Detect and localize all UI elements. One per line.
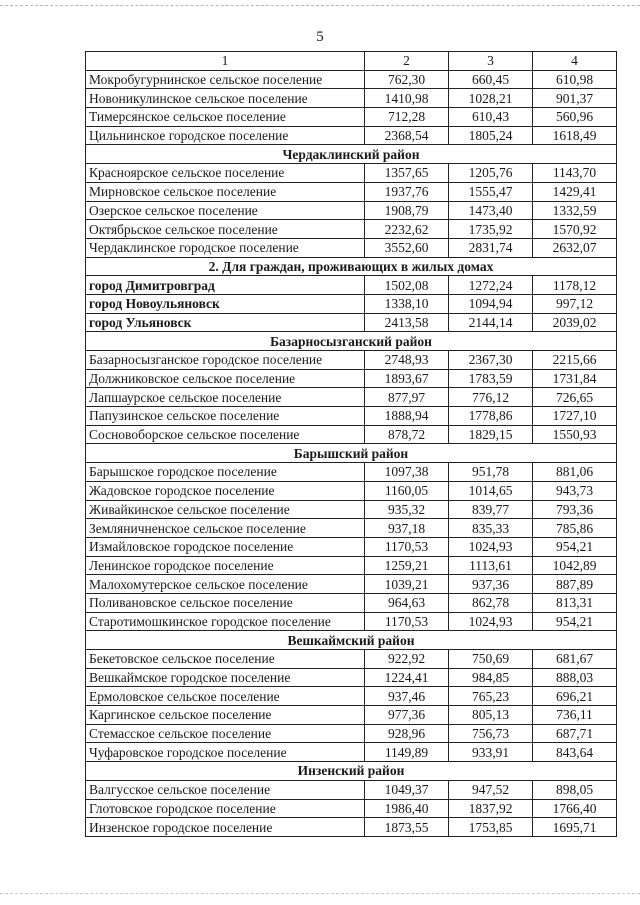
value-col-2: 928,96: [365, 724, 449, 743]
value-col-3: 1024,93: [449, 612, 533, 631]
value-col-2: 2413,58: [365, 313, 449, 332]
table-row: [86, 537, 617, 556]
value-col-3: 2367,30: [449, 351, 533, 370]
value-col-3: 1555,47: [449, 182, 533, 201]
value-col-2: 964,63: [365, 593, 449, 612]
table-row: [86, 687, 617, 706]
value-col-2: 762,30: [365, 70, 449, 89]
table-row: [86, 500, 617, 519]
settlement-name: Чердаклинское городское поселение: [86, 238, 365, 257]
settlement-name: Старотимошкинское городское поселение: [86, 612, 365, 631]
settlement-name: Земляничненское сельское поселение: [86, 519, 365, 538]
value-col-4: 687,71: [533, 724, 617, 743]
settlement-name: Каргинское сельское поселение: [86, 706, 365, 725]
value-col-3: 951,78: [449, 463, 533, 482]
value-col-2: 1097,38: [365, 463, 449, 482]
table-row: [86, 70, 617, 89]
table-row: [86, 481, 617, 500]
settlement-name: Валгусское сельское поселение: [86, 780, 365, 799]
table-row: [86, 593, 617, 612]
value-col-3: 1024,93: [449, 537, 533, 556]
settlement-name: Барышское городское поселение: [86, 463, 365, 482]
value-col-4: 681,67: [533, 650, 617, 669]
value-col-3: 1014,65: [449, 481, 533, 500]
value-col-3: 750,69: [449, 650, 533, 669]
value-col-3: 937,36: [449, 575, 533, 594]
value-col-4: 1695,71: [533, 818, 617, 837]
settlement-name: Измайловское городское поселение: [86, 537, 365, 556]
section-heading-row: [86, 444, 617, 463]
settlement-name: Сосновоборское сельское поселение: [86, 425, 365, 444]
value-col-4: 1766,40: [533, 799, 617, 818]
value-col-2: 1160,05: [365, 481, 449, 500]
value-col-2: 935,32: [365, 500, 449, 519]
value-col-4: 785,86: [533, 519, 617, 538]
scan-border-top: [0, 5, 640, 6]
value-col-3: 984,85: [449, 668, 533, 687]
value-col-3: 1094,94: [449, 294, 533, 313]
table-row: [86, 126, 617, 145]
value-col-2: 1224,41: [365, 668, 449, 687]
settlement-name: Глотовское городское поселение: [86, 799, 365, 818]
settlement-name: город Ульяновск: [86, 313, 365, 332]
settlement-name: Базарносызганское городское поселение: [86, 351, 365, 370]
table-row: [86, 220, 617, 239]
value-col-3: 1837,92: [449, 799, 533, 818]
value-col-4: 898,05: [533, 780, 617, 799]
settlement-name: Поливановское сельское поселение: [86, 593, 365, 612]
settlement-name: Чуфаровское городское поселение: [86, 743, 365, 762]
value-col-2: 1039,21: [365, 575, 449, 594]
section-title: Барышский район: [86, 444, 617, 463]
header-col-4: 4: [533, 52, 617, 71]
value-col-3: 1778,86: [449, 407, 533, 426]
settlement-name: Должниковское сельское поселение: [86, 369, 365, 388]
value-col-3: 1753,85: [449, 818, 533, 837]
section-title: Вешкаймский район: [86, 631, 617, 650]
settlement-name: город Новоульяновск: [86, 294, 365, 313]
page-number: 5: [316, 29, 324, 45]
value-col-4: 901,37: [533, 89, 617, 108]
value-col-2: 937,46: [365, 687, 449, 706]
settlement-name: Инзенское городское поселение: [86, 818, 365, 837]
value-col-3: 765,23: [449, 687, 533, 706]
settlement-name: город Димитровград: [86, 276, 365, 295]
tariff-table-body: [86, 52, 617, 837]
value-col-4: 943,73: [533, 481, 617, 500]
table-row: [86, 369, 617, 388]
value-col-4: 1429,41: [533, 182, 617, 201]
table-row: [86, 556, 617, 575]
section-heading-row: [86, 762, 617, 781]
value-col-2: 1410,98: [365, 89, 449, 108]
settlement-name: Цильнинское городское поселение: [86, 126, 365, 145]
settlement-name: Мирновское сельское поселение: [86, 182, 365, 201]
section-heading-row: [86, 332, 617, 351]
value-col-2: 1170,53: [365, 537, 449, 556]
settlement-name: Октябрьское сельское поселение: [86, 220, 365, 239]
value-col-4: 560,96: [533, 108, 617, 127]
value-col-3: 1473,40: [449, 201, 533, 220]
value-col-4: 887,89: [533, 575, 617, 594]
table-row: [86, 407, 617, 426]
table-row: [86, 294, 617, 313]
value-col-3: 862,78: [449, 593, 533, 612]
value-col-2: 1873,55: [365, 818, 449, 837]
value-col-2: 1259,21: [365, 556, 449, 575]
value-col-3: 1805,24: [449, 126, 533, 145]
value-col-3: 610,43: [449, 108, 533, 127]
value-col-4: 813,31: [533, 593, 617, 612]
settlement-name: Новоникулинское сельское поселение: [86, 89, 365, 108]
value-col-3: 660,45: [449, 70, 533, 89]
section-title: Базарносызганский район: [86, 332, 617, 351]
table-row: [86, 818, 617, 837]
value-col-2: 3552,60: [365, 238, 449, 257]
value-col-2: 937,18: [365, 519, 449, 538]
value-col-2: 1908,79: [365, 201, 449, 220]
settlement-name: Малохомутерское сельское поселение: [86, 575, 365, 594]
value-col-2: 2232,62: [365, 220, 449, 239]
value-col-3: 1113,61: [449, 556, 533, 575]
table-row: [86, 201, 617, 220]
settlement-name: Красноярское сельское поселение: [86, 164, 365, 183]
settlement-name: Бекетовское сельское поселение: [86, 650, 365, 669]
table-row: [86, 276, 617, 295]
value-col-2: 877,97: [365, 388, 449, 407]
value-col-3: 835,33: [449, 519, 533, 538]
value-col-2: 878,72: [365, 425, 449, 444]
value-col-4: 1042,89: [533, 556, 617, 575]
settlement-name: Озерское сельское поселение: [86, 201, 365, 220]
value-col-3: 1829,15: [449, 425, 533, 444]
value-col-4: 736,11: [533, 706, 617, 725]
settlement-name: Жадовское городское поселение: [86, 481, 365, 500]
value-col-4: 888,03: [533, 668, 617, 687]
value-col-2: 1502,08: [365, 276, 449, 295]
value-col-4: 2039,02: [533, 313, 617, 332]
value-col-2: 1170,53: [365, 612, 449, 631]
value-col-3: 1205,76: [449, 164, 533, 183]
header-col-2: 2: [365, 52, 449, 71]
value-col-4: 881,06: [533, 463, 617, 482]
table-row: [86, 89, 617, 108]
value-col-4: 1178,12: [533, 276, 617, 295]
value-col-3: 805,13: [449, 706, 533, 725]
settlement-name: Тимерсянское сельское поселение: [86, 108, 365, 127]
value-col-2: 1937,76: [365, 182, 449, 201]
settlement-name: Ермоловское сельское поселение: [86, 687, 365, 706]
value-col-4: 954,21: [533, 537, 617, 556]
value-col-4: 2632,07: [533, 238, 617, 257]
table-row: [86, 425, 617, 444]
value-col-3: 756,73: [449, 724, 533, 743]
header-row: [86, 52, 617, 71]
value-col-2: 1049,37: [365, 780, 449, 799]
value-col-2: 1888,94: [365, 407, 449, 426]
value-col-3: 933,91: [449, 743, 533, 762]
header-col-3: 3: [449, 52, 533, 71]
settlement-name: Живайкинское сельское поселение: [86, 500, 365, 519]
settlement-name: Лапшаурское сельское поселение: [86, 388, 365, 407]
value-col-4: 1143,70: [533, 164, 617, 183]
table-row: [86, 351, 617, 370]
value-col-3: 2831,74: [449, 238, 533, 257]
table-row: [86, 575, 617, 594]
value-col-4: 1550,93: [533, 425, 617, 444]
table-row: [86, 668, 617, 687]
section-heading-row: [86, 145, 617, 164]
table-row: [86, 706, 617, 725]
value-col-3: 776,12: [449, 388, 533, 407]
value-col-4: 1570,92: [533, 220, 617, 239]
value-col-4: 1731,84: [533, 369, 617, 388]
table-row: [86, 238, 617, 257]
settlement-name: Стемасское сельское поселение: [86, 724, 365, 743]
value-col-4: 843,64: [533, 743, 617, 762]
table-row: [86, 388, 617, 407]
value-col-2: 1986,40: [365, 799, 449, 818]
table-row: [86, 780, 617, 799]
table-row: [86, 612, 617, 631]
table-row: [86, 743, 617, 762]
value-col-3: 2144,14: [449, 313, 533, 332]
settlement-name: Папузинское сельское поселение: [86, 407, 365, 426]
value-col-2: 1338,10: [365, 294, 449, 313]
value-col-4: 954,21: [533, 612, 617, 631]
settlement-name: Вешкаймское городское поселение: [86, 668, 365, 687]
tariff-table: [85, 51, 617, 837]
value-col-3: 947,52: [449, 780, 533, 799]
table-row: [86, 650, 617, 669]
value-col-4: 1727,10: [533, 407, 617, 426]
section-title: Инзенский район: [86, 762, 617, 781]
section-heading-row: [86, 631, 617, 650]
value-col-4: 696,21: [533, 687, 617, 706]
section-title: 2. Для граждан, проживающих в жилых домах: [86, 257, 617, 276]
table-row: [86, 108, 617, 127]
table-row: [86, 463, 617, 482]
header-col-1: 1: [86, 52, 365, 71]
value-col-3: 839,77: [449, 500, 533, 519]
settlement-name: Ленинское городское поселение: [86, 556, 365, 575]
table-row: [86, 519, 617, 538]
section-title: Чердаклинский район: [86, 145, 617, 164]
value-col-2: 1149,89: [365, 743, 449, 762]
value-col-2: 977,36: [365, 706, 449, 725]
value-col-2: 922,92: [365, 650, 449, 669]
value-col-3: 1272,24: [449, 276, 533, 295]
settlement-name: Мокробугурнинское сельское поселение: [86, 70, 365, 89]
scan-border-bottom: [0, 893, 640, 894]
table-row: [86, 164, 617, 183]
table-row: [86, 724, 617, 743]
value-col-2: 712,28: [365, 108, 449, 127]
value-col-3: 1028,21: [449, 89, 533, 108]
table-row: [86, 799, 617, 818]
value-col-4: 1618,49: [533, 126, 617, 145]
value-col-4: 2215,66: [533, 351, 617, 370]
value-col-2: 2368,54: [365, 126, 449, 145]
value-col-4: 726,65: [533, 388, 617, 407]
value-col-3: 1735,92: [449, 220, 533, 239]
value-col-2: 1357,65: [365, 164, 449, 183]
value-col-4: 997,12: [533, 294, 617, 313]
value-col-4: 1332,59: [533, 201, 617, 220]
value-col-3: 1783,59: [449, 369, 533, 388]
value-col-2: 2748,93: [365, 351, 449, 370]
table-row: [86, 313, 617, 332]
section-heading-row: [86, 257, 617, 276]
value-col-2: 1893,67: [365, 369, 449, 388]
table-row: [86, 182, 617, 201]
value-col-4: 610,98: [533, 70, 617, 89]
value-col-4: 793,36: [533, 500, 617, 519]
